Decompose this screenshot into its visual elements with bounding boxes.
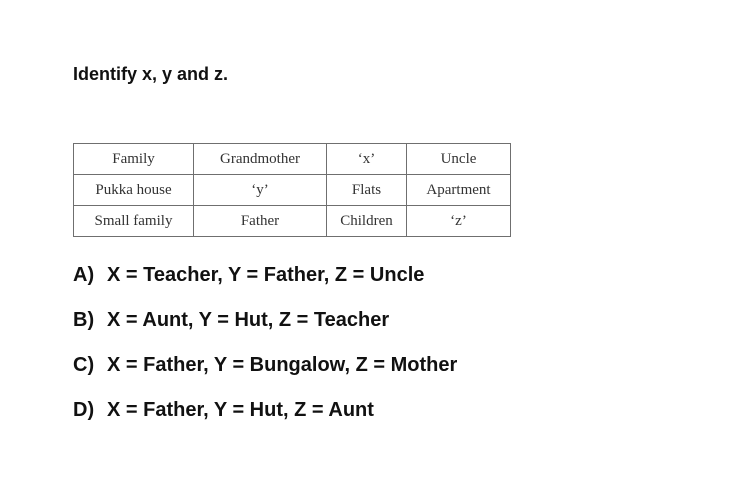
table-cell: Family (74, 144, 194, 175)
option-text: X = Aunt, Y = Hut, Z = Teacher (107, 309, 390, 331)
table-cell: ‘y’ (194, 175, 327, 206)
table-cell: Father (194, 206, 327, 237)
question-text: Identify x, y and z. (73, 64, 229, 84)
table-cell: ‘x’ (327, 144, 407, 175)
option-letter: C) (73, 354, 95, 376)
table-cell: Uncle (407, 144, 511, 175)
option-b[interactable] (73, 308, 457, 353)
table-cell: Pukka house (74, 175, 194, 206)
table-cell: ‘z’ (407, 206, 511, 237)
option-text: X = Father, Y = Hut, Z = Aunt (107, 399, 374, 421)
answer-options (73, 263, 457, 443)
table-cell: Grandmother (194, 144, 327, 175)
option-a[interactable] (73, 263, 457, 308)
table-row (74, 175, 511, 206)
option-letter: B) (73, 309, 95, 331)
table-cell: Small family (74, 206, 194, 237)
analogy-table (73, 143, 511, 237)
table-row (74, 206, 511, 237)
table-row (74, 144, 511, 175)
option-text: X = Teacher, Y = Father, Z = Uncle (107, 264, 425, 286)
option-d[interactable] (73, 398, 457, 443)
table-cell: Children (327, 206, 407, 237)
option-letter: A) (73, 264, 95, 286)
option-letter: D) (73, 399, 95, 421)
option-c[interactable] (73, 353, 457, 398)
table-cell: Flats (327, 175, 407, 206)
option-text: X = Father, Y = Bungalow, Z = Mother (107, 354, 458, 376)
table-cell: Apartment (407, 175, 511, 206)
